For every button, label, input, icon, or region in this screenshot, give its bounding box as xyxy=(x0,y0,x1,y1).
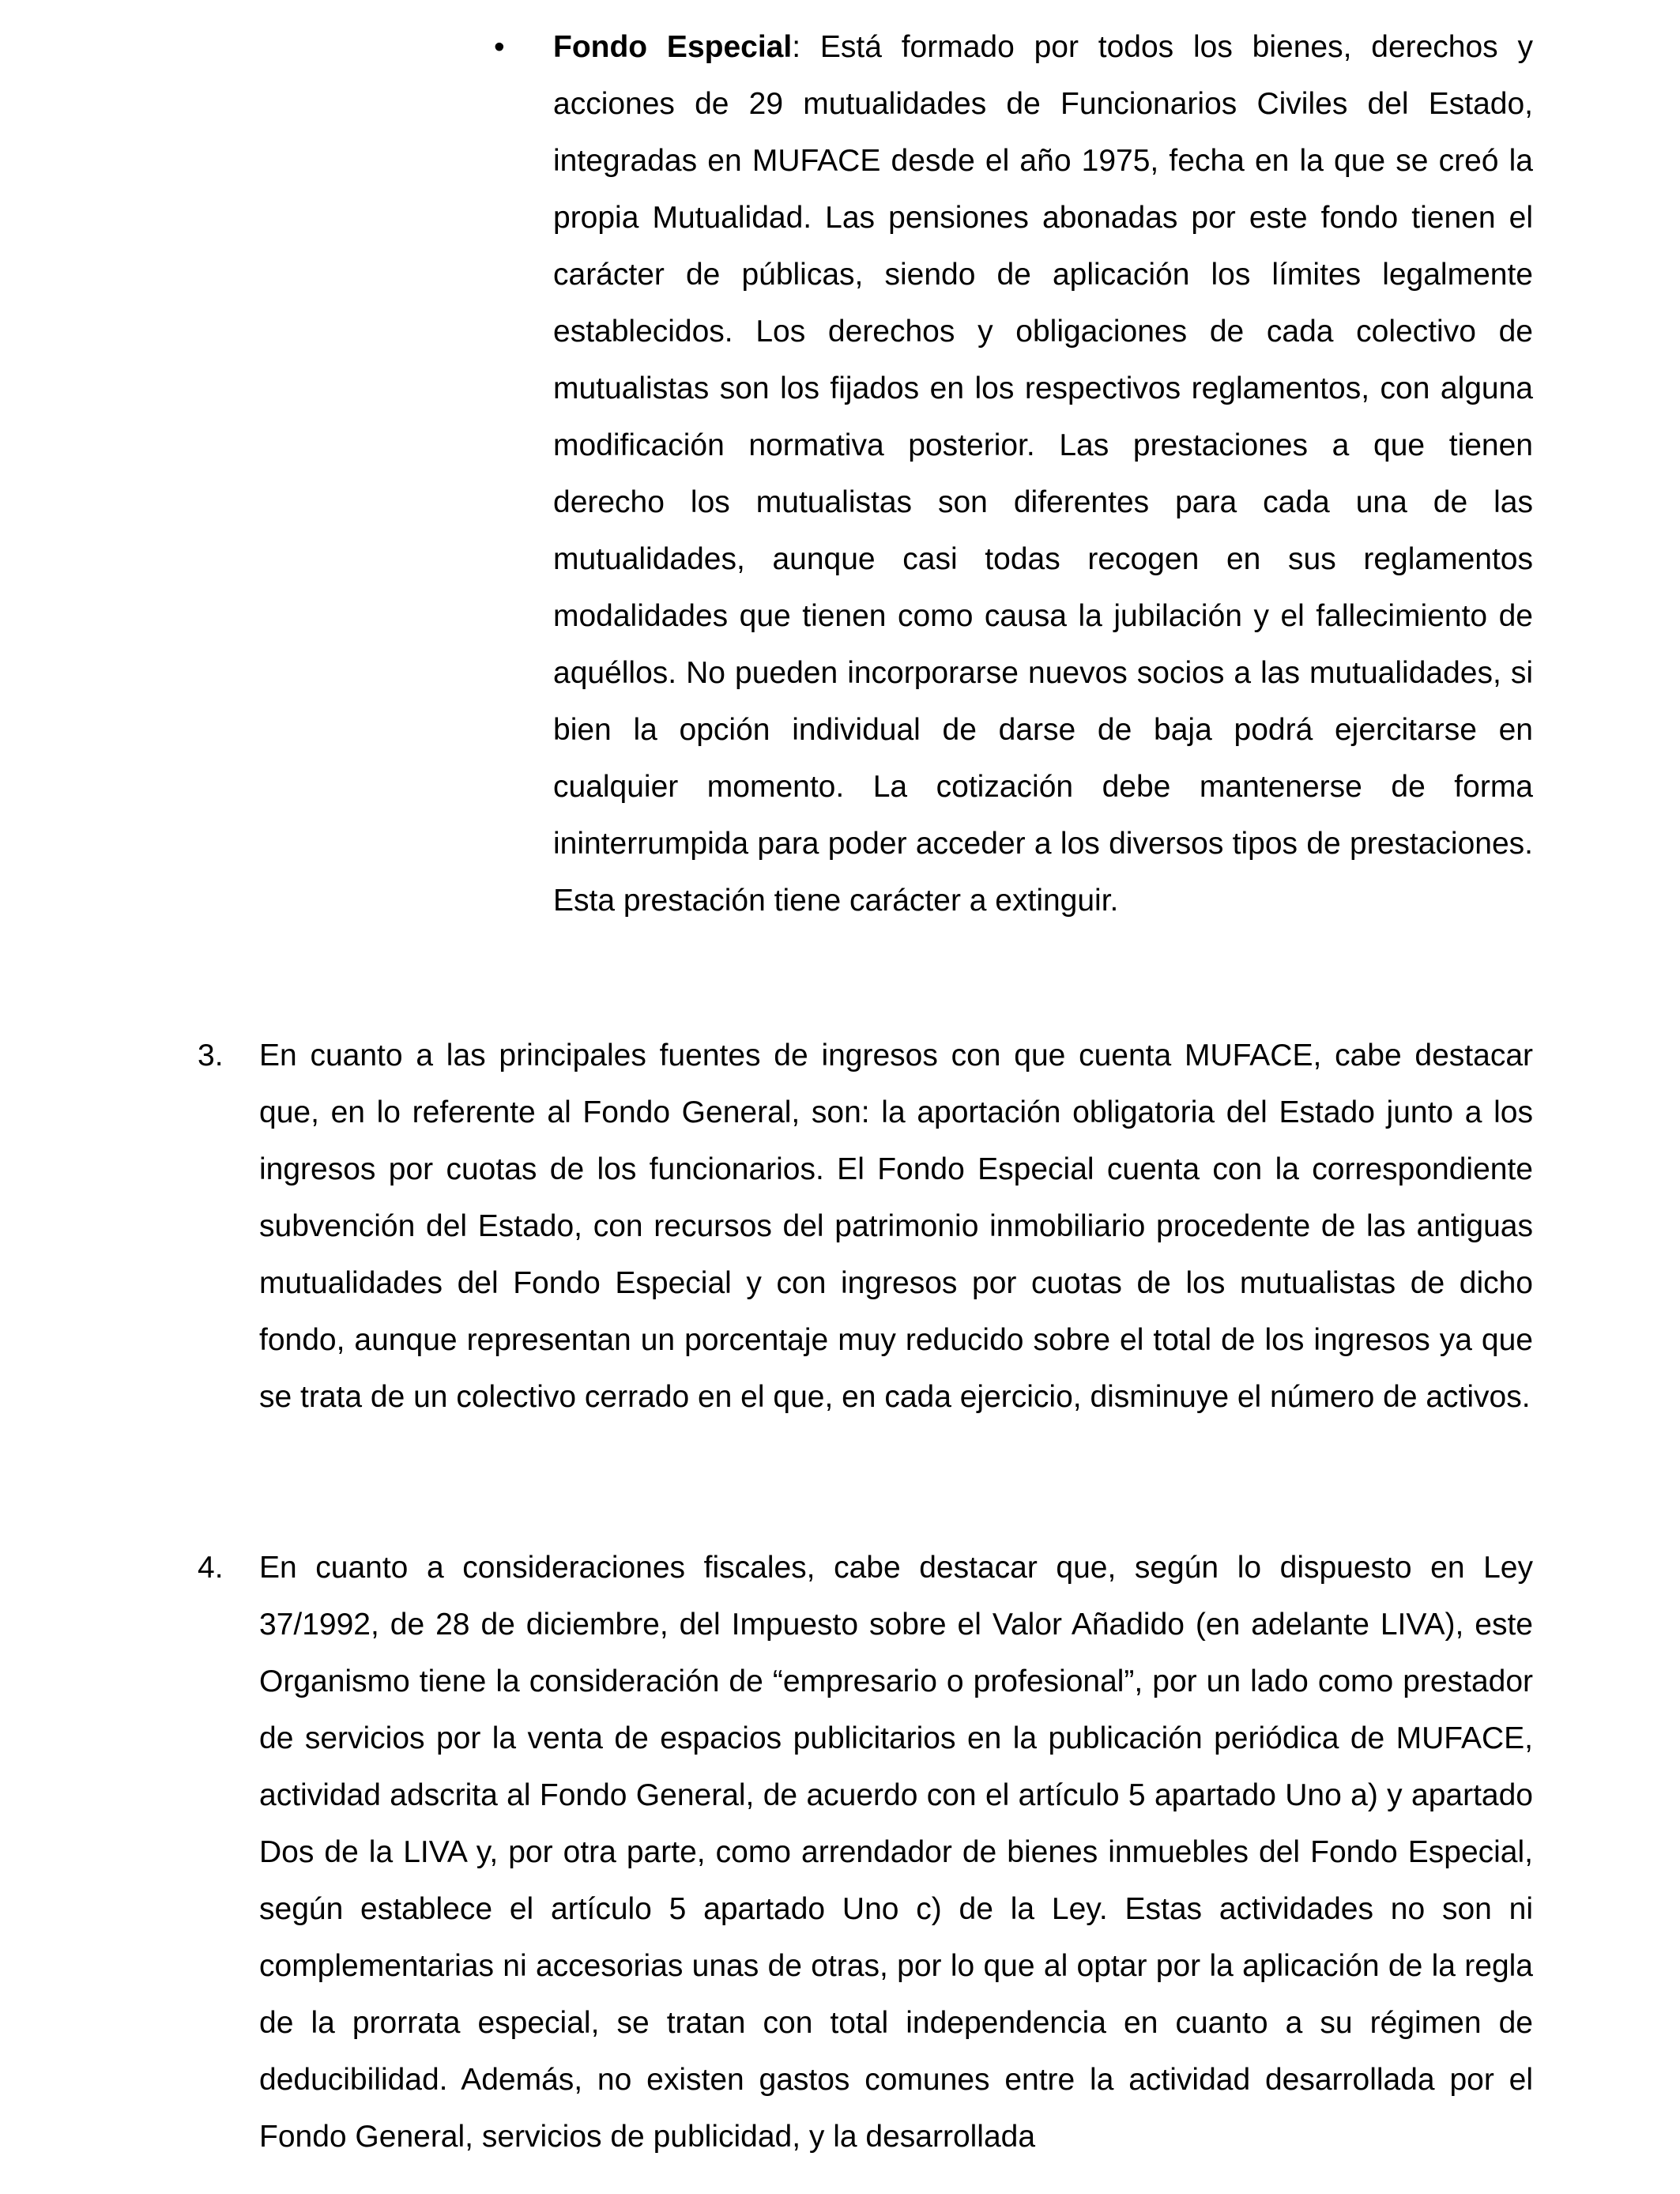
item-paragraph: En cuanto a consideraciones fiscales, cabe destacar que, según lo dispuesto en Ley 37/1992, de 28 de diciembre, del Impuesto sobre el Valor Añadido (en adelante LIVA), este Organismo tiene la consideración de “empresario o profesional”, por un lado como prestador de servicios por la venta de espacios publicitarios en la publicación periódica de MUFACE, actividad adscrita al Fondo General, de acuerdo con el artículo 5 apartado Uno a) y apartado Dos de la LIVA y, por otra parte, como arrendador de bienes inmuebles del Fondo Especial, según establece el artículo 5 apartado Uno c) de la Ley. Estas actividades no son ni complementarias ni accesorias unas de otras, por lo que al optar por la aplicación de la regla de la prorrata especial, se tratan con total independencia en cuanto a su régimen de deducibilidad. Además, no existen gastos comunes entre la actividad desarrollada por el Fondo General, servicios de publicidad, y la desarrollada xyxy=(259,1551,1533,2154)
bullet-item-fondo-especial xyxy=(494,19,1534,929)
bullet-body-text: : Está formado por todos los bienes, derechos y acciones de 29 mutualidades de Funcionarios Civiles del Estado, integradas en MUFACE desde el año 1975, fecha en la que se creó la propia Mutualidad. Las pensiones abonadas por este fondo tienen el carácter de públicas, siendo de aplicación los límites legalmente establecidos. Los derechos y obligaciones de cada colectivo de mutualistas son los fijados en los respectivos reglamentos, con alguna modificación normativa posterior. Las prestaciones a que tienen derecho los mutualistas son diferentes para cada una de las mutualidades, aunque casi todas recogen en sus reglamentos modalidades que tienen como causa la jubilación y el fallecimiento de aquéllos. No pueden incorporarse nuevos socios a las mutualidades, si bien la opción individual de darse de baja podrá ejercitarse en cualquier momento. La cotización debe mantenerse de forma ininterrumpida para poder acceder a los diversos tipos de prestaciones. Esta prestación tiene carácter a extinguir. xyxy=(553,30,1534,918)
bullet-paragraph xyxy=(553,19,1533,929)
item-paragraph: En cuanto a las principales fuentes de ingresos con que cuenta MUFACE, cabe destacar que, en lo referente al Fondo General, son: la aportación obligatoria del Estado junto a los ingresos por cuotas de los funcionarios. El Fondo Especial cuenta con la correspondiente subvención del Estado, con recursos del patrimonio inmobiliario procedente de las antiguas mutualidades del Fondo Especial y con ingresos por cuotas de los mutualistas de dicho fondo, aunque representan un porcentaje muy reducido sobre el total de los ingresos ya que se trata de un colectivo cerrado en el que, en cada ejercicio, disminuye el número de activos. xyxy=(259,1039,1533,1414)
bullet-marker: • xyxy=(494,30,505,64)
numbered-item-3 xyxy=(198,1027,1533,1426)
numbered-item-4 xyxy=(198,1540,1533,2166)
bullet-lead-term: Fondo Especial xyxy=(553,30,793,64)
item-number: 4. xyxy=(198,1551,224,1585)
item-number: 3. xyxy=(198,1039,224,1072)
